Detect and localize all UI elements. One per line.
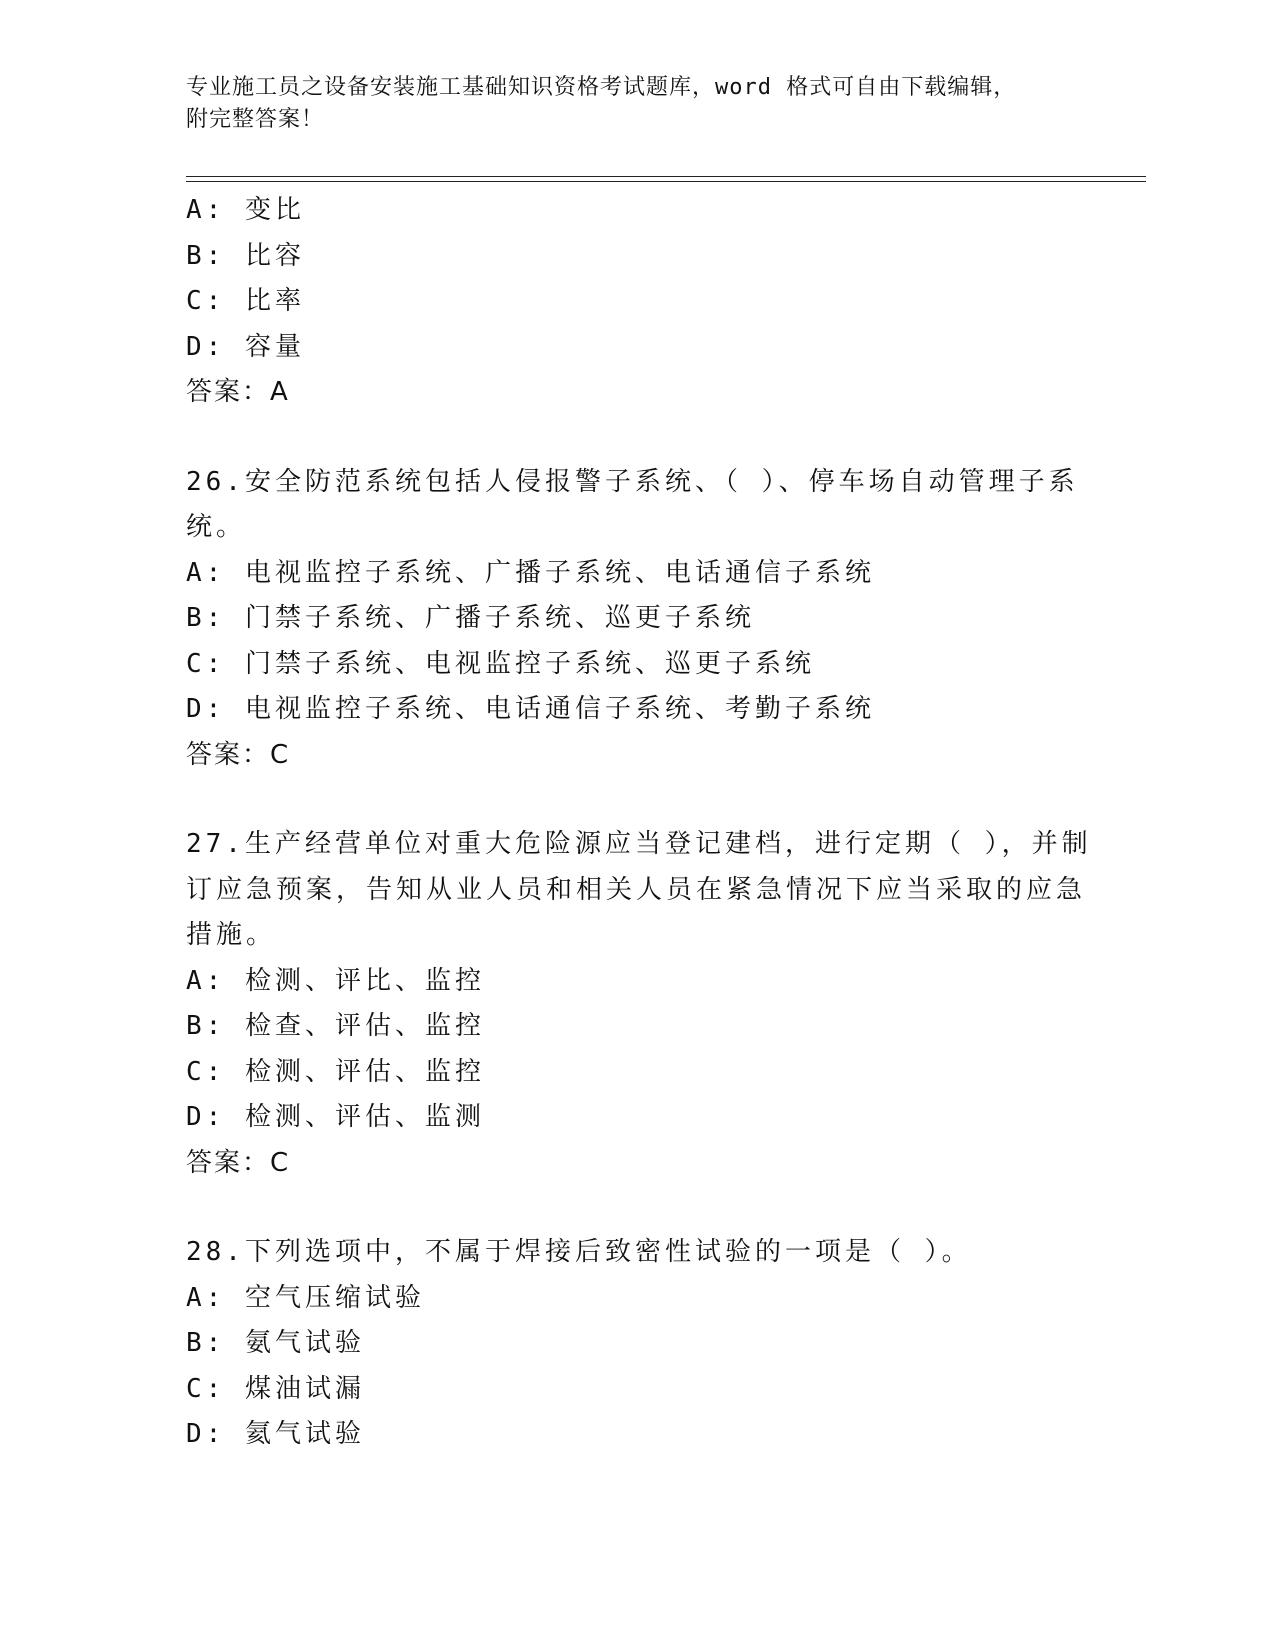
- question-27: [186, 822, 1092, 1186]
- document-header: [186, 72, 1066, 136]
- option-c: C: 比率: [186, 286, 305, 316]
- question-25: [186, 188, 1066, 416]
- question-stem-line-2: 统。: [186, 512, 247, 542]
- option-c: C: 门禁子系统、电视监控子系统、巡更子系统: [186, 648, 815, 679]
- question-spacer: [186, 778, 1066, 822]
- header-line-1: 专业施工员之设备安装施工基础知识资格考试题库，word 格式可自由下载编辑，: [186, 75, 1017, 100]
- answer-line: 答案：C: [186, 739, 291, 770]
- header-divider-top: [186, 176, 1146, 177]
- answer-line: 答案：C: [186, 1147, 291, 1178]
- option-b: B: 检查、评估、监控: [186, 1011, 485, 1041]
- option-c: C: 煤油试漏: [186, 1373, 365, 1404]
- question-stem-line-2: 订应急预案，告知从业人员和相关人员在紧急情况下应当采取的应急: [186, 874, 1087, 905]
- header-line-2: 附完整答案！: [186, 107, 325, 132]
- question-spacer: [186, 416, 1066, 460]
- option-d: D: 氦气试验: [186, 1419, 365, 1449]
- question-stem-line-3: 措施。: [186, 920, 277, 950]
- option-a: A: 电视监控子系统、广播子系统、电话通信子系统: [186, 557, 875, 588]
- option-a: A: 空气压缩试验: [186, 1282, 425, 1313]
- question-stem-line-1: 28.下列选项中，不属于焊接后致密性试验的一项是（ ）。: [186, 1237, 972, 1267]
- option-d: D: 检测、评估、监测: [186, 1102, 485, 1132]
- option-c: C: 检测、评估、监控: [186, 1056, 485, 1087]
- option-d: D: 容量: [186, 331, 305, 362]
- option-a: A: 检测、评比、监控: [186, 965, 485, 996]
- question-stem-line-1: 26.安全防范系统包括人侵报警子系统、（ ）、停车场自动管理子系: [186, 466, 1079, 497]
- question-content: [186, 188, 1092, 1458]
- question-stem-line-1: 27.生产经营单位对重大危险源应当登记建档，进行定期（ ），并制: [186, 829, 1092, 859]
- option-b: B: 比容: [186, 240, 305, 271]
- question-spacer: [186, 1186, 1066, 1230]
- option-b: B: 门禁子系统、广播子系统、巡更子系统: [186, 603, 755, 633]
- header-divider-bottom: [186, 181, 1146, 182]
- option-d: D: 电视监控子系统、电话通信子系统、考勤子系统: [186, 694, 875, 724]
- answer-line: 答案：A: [186, 377, 290, 407]
- option-b: B: 氨气试验: [186, 1328, 365, 1358]
- option-a: A: 变比: [186, 195, 305, 225]
- question-26: [186, 460, 1079, 779]
- question-28: [186, 1230, 1066, 1458]
